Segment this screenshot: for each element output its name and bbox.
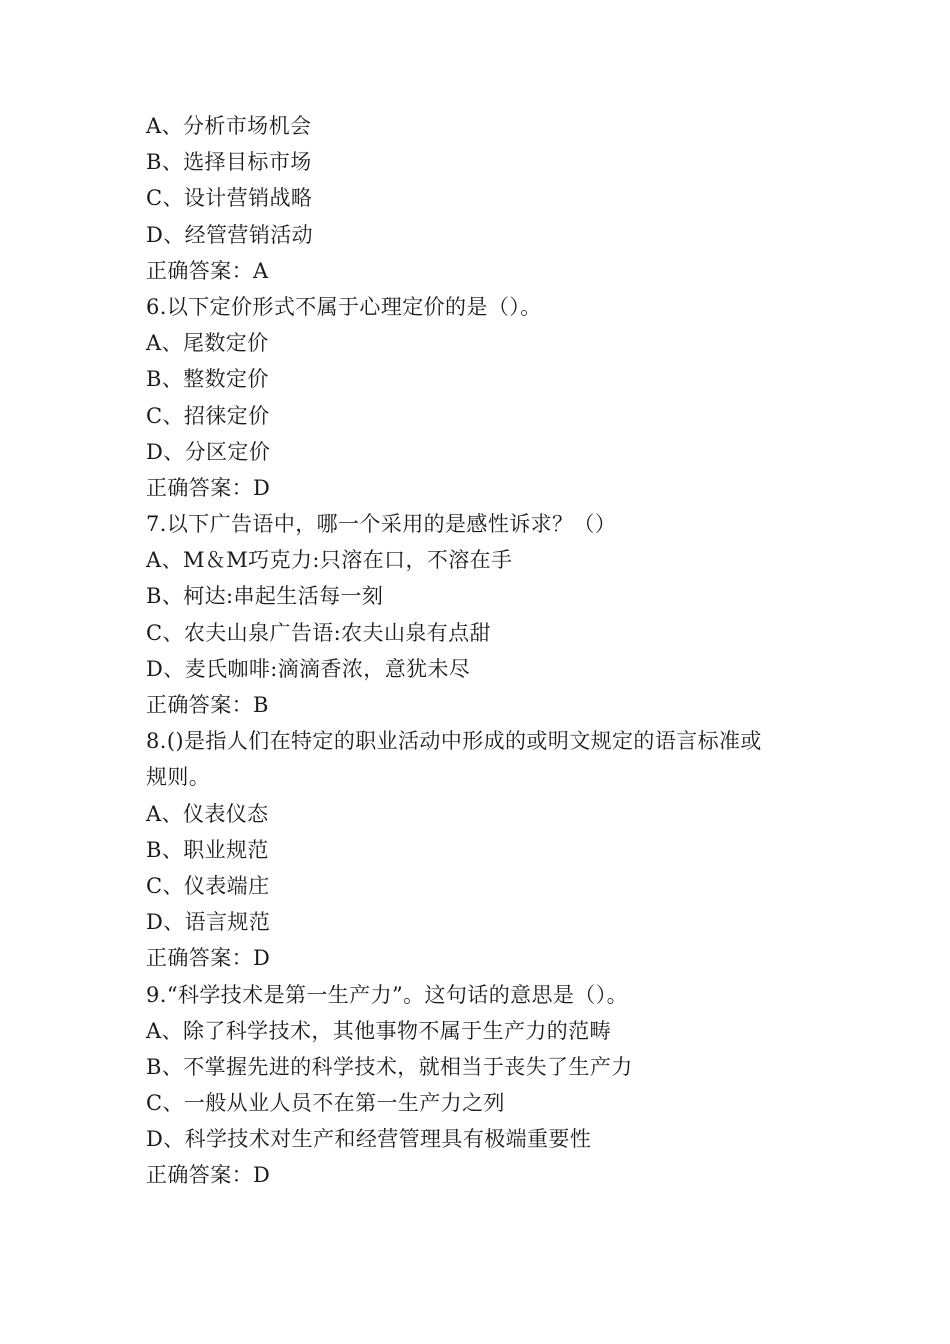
option-line: B、职业规范 <box>146 837 269 862</box>
question-list <box>146 108 826 1194</box>
option-line: C、设计营销战略 <box>146 186 313 211</box>
answer-line: 正确答案：D <box>146 946 271 971</box>
option-line: B、选择目标市场 <box>146 150 312 175</box>
option-line: B、柯达:串起生活每一刻 <box>146 584 384 609</box>
question-6: 6.以下定价形式不属于心理定价的是（）。 <box>146 294 542 319</box>
option-line: D、麦氏咖啡:滴滴香浓，意犹未尽 <box>146 656 471 681</box>
option-line: D、语言规范 <box>146 910 271 935</box>
question-7: 7.以下广告语中，哪一个采用的是感性诉求？（） <box>146 512 617 537</box>
option-line: A、分析市场机会 <box>146 114 312 138</box>
option-line: C、农夫山泉广告语:农夫山泉有点甜 <box>146 620 491 645</box>
option-line: D、科学技术对生产和经营管理具有极端重要性 <box>146 1127 592 1152</box>
option-line: A、除了科学技术，其他事物不属于生产力的范畴 <box>146 1018 611 1043</box>
answer-line: 正确答案：D <box>146 1163 271 1188</box>
option-line: B、不掌握先进的科学技术，就相当于丧失了生产力 <box>146 1054 633 1079</box>
option-line: D、分区定价 <box>146 439 271 464</box>
question-8: 8.()是指人们在特定的职业活动中形成的或明文规定的语言标准或 <box>146 729 762 754</box>
option-line: C、仪表端庄 <box>146 873 270 898</box>
answer-line: 正确答案：D <box>146 475 271 500</box>
answer-line: 正确答案：A <box>146 258 269 283</box>
answer-line: 正确答案：B <box>146 693 269 717</box>
option-line: A、仪表仪态 <box>146 801 269 826</box>
question-8-continued: 规则。 <box>146 765 211 790</box>
option-line: C、招徕定价 <box>146 403 270 428</box>
option-line: D、经管营销活动 <box>146 222 314 247</box>
question-9: 9.“科学技术是第一生产力”。这句话的意思是（）。 <box>146 982 629 1007</box>
option-line: C、一般从业人员不在第一生产力之列 <box>146 1091 505 1116</box>
option-line: A、尾数定价 <box>146 331 269 356</box>
option-line: B、整数定价 <box>146 367 269 392</box>
option-line: A、M＆M巧克力:只溶在口，不溶在手 <box>146 548 513 573</box>
